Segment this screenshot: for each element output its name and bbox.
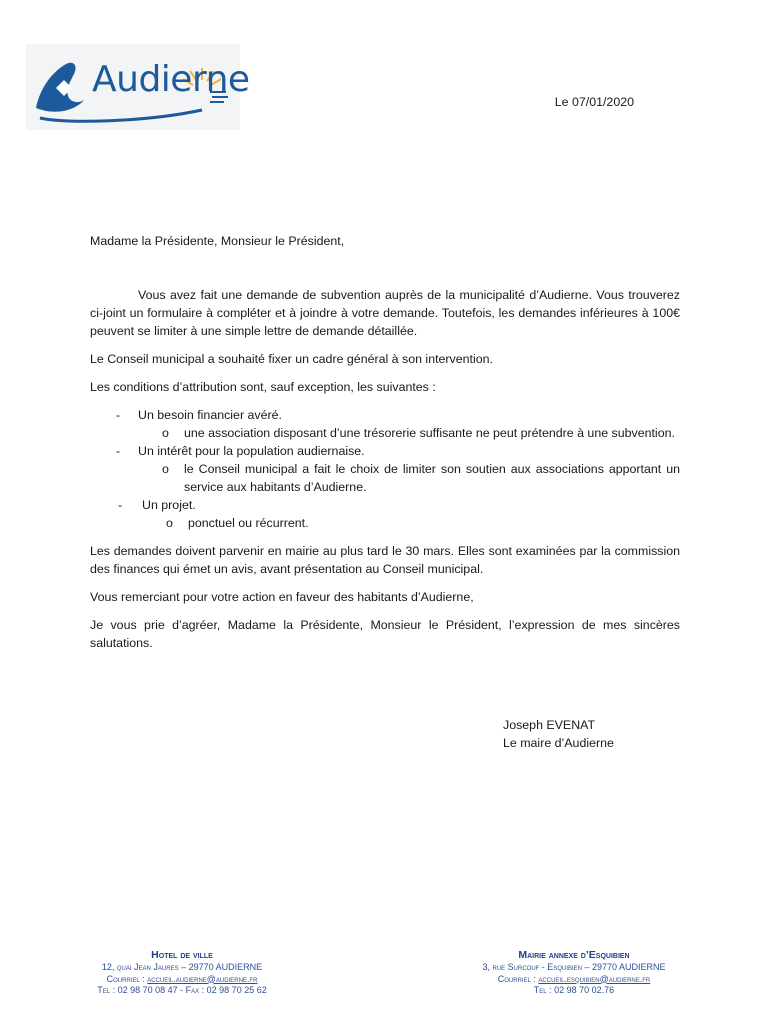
footer-left-phone: Tel : 02 98 70 08 47 - Fax : 02 98 70 25 62 xyxy=(97,985,267,995)
logo-curl-icon xyxy=(40,110,202,121)
condition-text: Un intérêt pour la population audiernaise. xyxy=(138,444,365,458)
sub-condition-text: le Conseil municipal a fait le choix de limiter son soutien aux associations apportant un service aux habitants d’Audierne. xyxy=(184,462,680,494)
footer-right-email-link[interactable]: accueil.esquibien@audierne.fr xyxy=(538,973,651,984)
signatory-title: Le maire d’Audierne xyxy=(503,736,614,750)
circle-bullet: o xyxy=(162,426,169,440)
footer-right-title: Mairie annexe d’Esquibien xyxy=(518,949,630,961)
signature-block xyxy=(503,716,614,752)
salutation: Madame la Présidente, Monsieur le Président, xyxy=(90,234,345,248)
footer-right-address: 3, rue Surcouf - Esquibien – 29770 AUDIERNE xyxy=(482,962,666,972)
paragraph-thanks: Vous remerciant pour votre action en faveur des habitants d’Audierne, xyxy=(90,590,474,604)
footer-left-title: Hotel de ville xyxy=(151,949,213,961)
audierne-logo xyxy=(26,44,250,130)
condition-text: Un besoin financier avéré. xyxy=(138,408,282,422)
footer-right-phone: Tel : 02 98 70 02.76 xyxy=(533,985,615,995)
footer-left-address: 12, quai Jean Jaures – 29770 AUDIERNE xyxy=(101,962,263,972)
dash-bullet: - xyxy=(116,408,121,422)
signatory-name: Joseph EVENAT xyxy=(503,718,596,732)
footer-right-email-label: Courriel : xyxy=(497,973,539,984)
sub-condition-text: ponctuel ou récurrent. xyxy=(188,516,309,530)
logo-text: Audierne xyxy=(92,59,250,100)
sub-condition-item xyxy=(90,460,680,496)
condition-text: Un projet. xyxy=(142,498,196,512)
dash-bullet: - xyxy=(118,498,123,512)
footer-left-email-link[interactable]: accueil.audierne@audierne.fr xyxy=(147,973,258,984)
condition-item xyxy=(90,406,680,424)
sub-condition-item xyxy=(90,424,680,442)
condition-item xyxy=(90,496,680,514)
footer-right-email-line xyxy=(444,974,704,986)
letter-body xyxy=(90,232,680,662)
conditions-list xyxy=(90,406,680,532)
paragraph-deadline: Les demandes doivent parvenir en mairie au plus tard le 30 mars. Elles sont examinées par la commission des finances qui émet un avis, avant présentation au Conseil municipal. xyxy=(90,544,680,576)
letter-date: Le 07/01/2020 xyxy=(554,95,634,109)
footer-hotel-de-ville xyxy=(52,948,312,997)
footer-left-email-line xyxy=(52,974,312,986)
condition-item xyxy=(90,442,680,460)
paragraph-closing: Je vous prie d’agréer, Madame la Présidente, Monsieur le Président, l’expression de mes sincères salutations. xyxy=(90,618,680,650)
paragraph-conditions-intro: Les conditions d’attribution sont, sauf exception, les suivantes : xyxy=(90,380,436,394)
paragraph-framework: Le Conseil municipal a souhaité fixer un cadre général à son intervention. xyxy=(90,352,493,366)
footer-left-email-label: Courriel : xyxy=(106,973,148,984)
sub-condition-item xyxy=(90,514,680,532)
dash-bullet: - xyxy=(116,444,121,458)
sub-condition-text: une association disposant d’une trésorerie suffisante ne peut prétendre à une subvention. xyxy=(184,426,675,440)
paragraph-intro: Vous avez fait une demande de subvention auprès de la municipalité d’Audierne. Vous trouverez ci-joint un formulaire à compléter et à joindre à votre demande. Toutefois, les demandes inférieures à 100€ peuvent se limiter à une simple lettre de demande détaillée. xyxy=(90,288,680,338)
footer-mairie-annexe xyxy=(444,948,704,997)
circle-bullet: o xyxy=(166,516,173,530)
circle-bullet: o xyxy=(162,462,169,476)
